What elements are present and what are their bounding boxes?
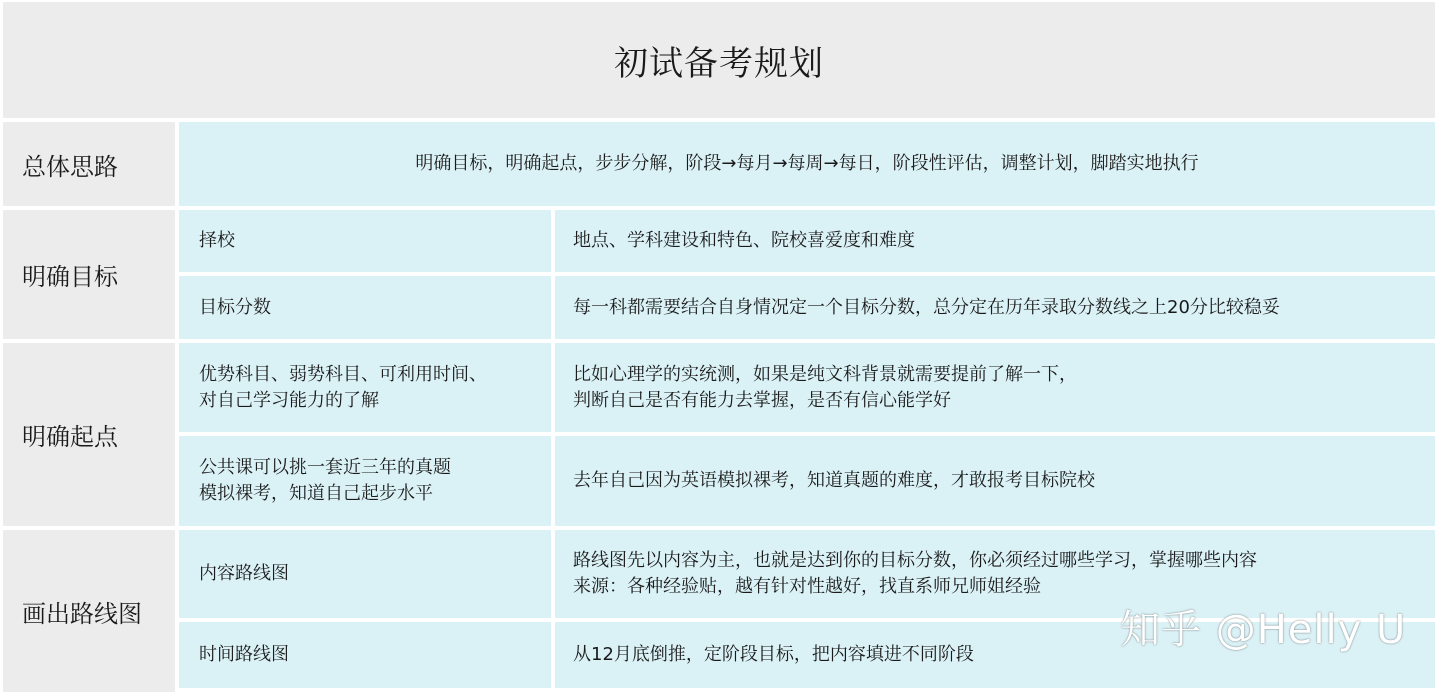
goal-desc-cell (555, 210, 1435, 272)
category-define-goal: 明确目标 (3, 210, 175, 339)
start-sub-mock-exam: 公共课可以挑一套近三年的真题 模拟裸考，知道自己起步水平 (199, 457, 451, 504)
roadmap-desc-content: 路线图先以内容为主，也就是达到你的目标分数，你必须经过哪些学习，掌握哪些内容 来源：各种经验贴，越有针对性越好，找直系师兄师姐经验 (573, 550, 1257, 597)
roadmap-sub-time: 时间路线图 (199, 644, 289, 665)
goal-sub-cell (179, 210, 551, 272)
roadmap-desc-cell (555, 530, 1435, 618)
roadmap-desc-cell (555, 622, 1435, 688)
overall-summary-cell (179, 122, 1435, 206)
goal-desc-cell (555, 276, 1435, 339)
start-desc-mock-exam: 去年自己因为英语模拟裸考，知道真题的难度，才敢报考目标院校 (573, 470, 1095, 491)
goal-sub-school-choice: 择校 (199, 230, 235, 251)
goal-desc-target-score: 每一科都需要结合自身情况定一个目标分数，总分定在历年录取分数线之上20分比较稳妥 (573, 296, 1280, 318)
roadmap-desc-time: 从12月底倒推，定阶段目标，把内容填进不同阶段 (573, 644, 974, 665)
zhihu-watermark: 知乎 @Helly U (1120, 607, 1407, 653)
goal-sub-cell (179, 276, 551, 339)
goal-desc-school-choice: 地点、学科建设和特色、院校喜爱度和难度 (573, 230, 915, 251)
start-desc-cell (555, 343, 1435, 432)
start-sub-cell (179, 436, 551, 526)
overall-summary-text: 明确目标，明确起点，步步分解，阶段→每月→每周→每日，阶段性评估，调整计划，脚踏实地执行 (415, 153, 1199, 174)
start-sub-cell (179, 343, 551, 432)
roadmap-sub-content: 内容路线图 (199, 563, 289, 584)
table-title: 初试备考规划 (3, 2, 1435, 118)
goal-sub-target-score: 目标分数 (199, 296, 271, 318)
roadmap-sub-cell (179, 622, 551, 688)
category-draw-roadmap: 画出路线图 (3, 530, 175, 692)
start-desc-cell (555, 436, 1435, 526)
start-desc-strengths: 比如心理学的实统测，如果是纯文科背景就需要提前了解一下， 判断自己是否有能力去掌握，是否有信心能学好 (573, 363, 1077, 411)
start-sub-strengths: 优势科目、弱势科目、可利用时间、 对自己学习能力的了解 (199, 363, 487, 411)
category-overall-approach: 总体思路 (3, 122, 175, 206)
category-define-starting-point: 明确起点 (3, 343, 175, 526)
roadmap-sub-cell (179, 530, 551, 618)
